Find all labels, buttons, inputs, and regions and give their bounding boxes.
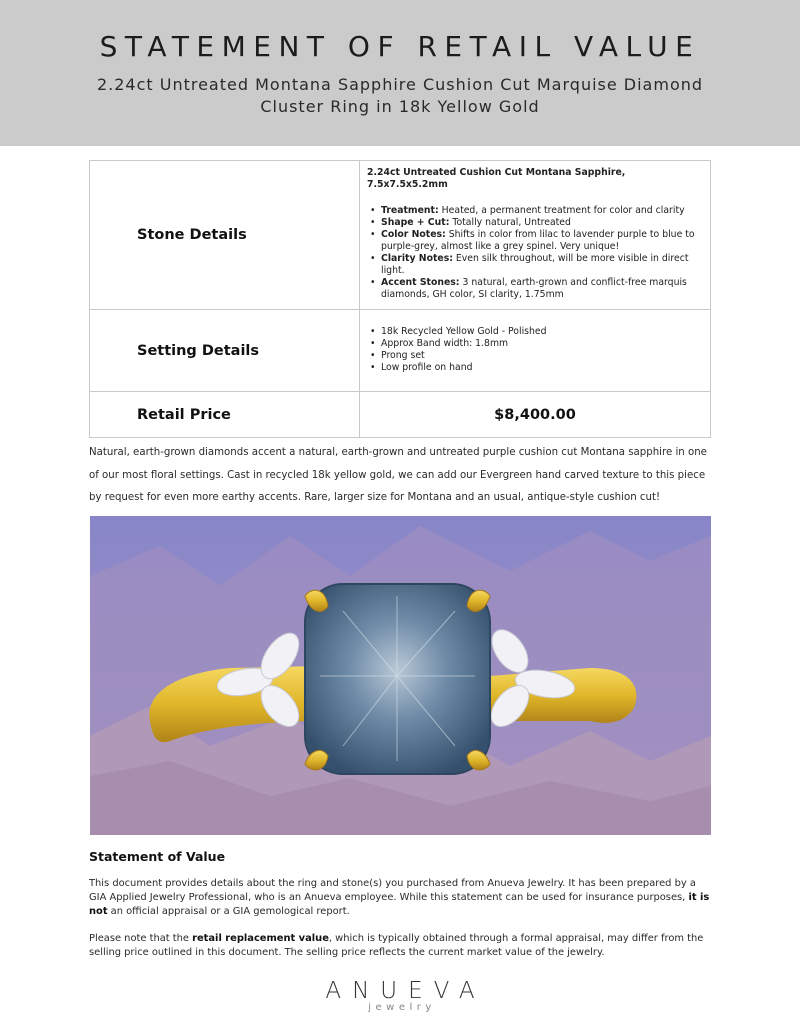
list-item: • Accent Stones: 3 natural, earth-grown and conflict-free marquis diamonds, GH color, SI clarity, 1.75mm: [381, 277, 700, 301]
details-table: [89, 160, 711, 438]
stone-details-content: [360, 161, 711, 310]
anueva-logo: [0, 978, 800, 1013]
retail-price-label: Retail Price: [90, 392, 360, 438]
list-item: • Clarity Notes: Even silk throughout, will be more visible in direct light.: [381, 253, 700, 277]
statement-paragraph-1: This document provides details about the ring and stone(s) you purchased from Anueva Jewelry. It has been prepared by a GIA Applied Jewelry Professional, who is an Anueva employee. While this statement can be used for insurance purposes, it is not an official appraisal or a GIA gemological report.: [89, 878, 710, 917]
logo-wordmark: ANUEVA: [325, 978, 486, 1004]
document-title: STATEMENT OF RETAIL VALUE: [99, 30, 701, 63]
product-description: Natural, earth-grown diamonds accent a natural, earth-grown and untreated purple cushion cut Montana sapphire in one of our most floral settings. Cast in recycled 18k yellow gold, we can add our Evergreen hand carved texture to this piece by request for even more earthy accents. Rare, larger size for Montana and an usual, antique-style cushion cut!: [89, 447, 707, 503]
stone-details-list: [367, 205, 700, 301]
setting-details-row: [90, 310, 711, 392]
stone-title: 2.24ct Untreated Cushion Cut Montana Sapphire, 7.5x7.5x5.2mm: [367, 167, 626, 190]
product-subtitle: 2.24ct Untreated Montana Sapphire Cushion Cut Marquise Diamond Cluster Ring in 18k Yellow Gold: [96, 75, 704, 116]
logo-subtext: jewelry: [368, 1002, 436, 1013]
list-item: • Approx Band width: 1.8mm: [381, 338, 700, 350]
list-item: • Treatment: Heated, a permanent treatment for color and clarity: [381, 205, 700, 217]
setting-details-label: Setting Details: [90, 310, 360, 392]
header-banner: [0, 0, 800, 146]
list-item: • Low profile on hand: [381, 362, 700, 374]
list-item: • 18k Recycled Yellow Gold - Polished: [381, 326, 700, 338]
statement-paragraph-2: Please note that the retail replacement value, which is typically obtained through a formal appraisal, may differ from the selling price outlined in this document. The selling price reflects the current market value of the jewelry.: [89, 933, 704, 958]
stone-details-row: [90, 161, 711, 310]
setting-details-list: [367, 326, 700, 374]
list-item: • Shape + Cut: Totally natural, Untreated: [381, 217, 700, 229]
list-item: • Color Notes: Shifts in color from lilac to lavender purple to blue to purple-grey, almost like a grey spinel. Very unique!: [381, 229, 700, 253]
statement-heading: Statement of Value: [89, 849, 226, 864]
setting-details-content: [360, 310, 711, 392]
retail-price-value: $8,400.00: [360, 392, 711, 438]
stone-details-label: Stone Details: [90, 161, 360, 310]
ring-photo: [90, 516, 711, 835]
list-item: • Prong set: [381, 350, 700, 362]
retail-price-row: [90, 392, 711, 438]
